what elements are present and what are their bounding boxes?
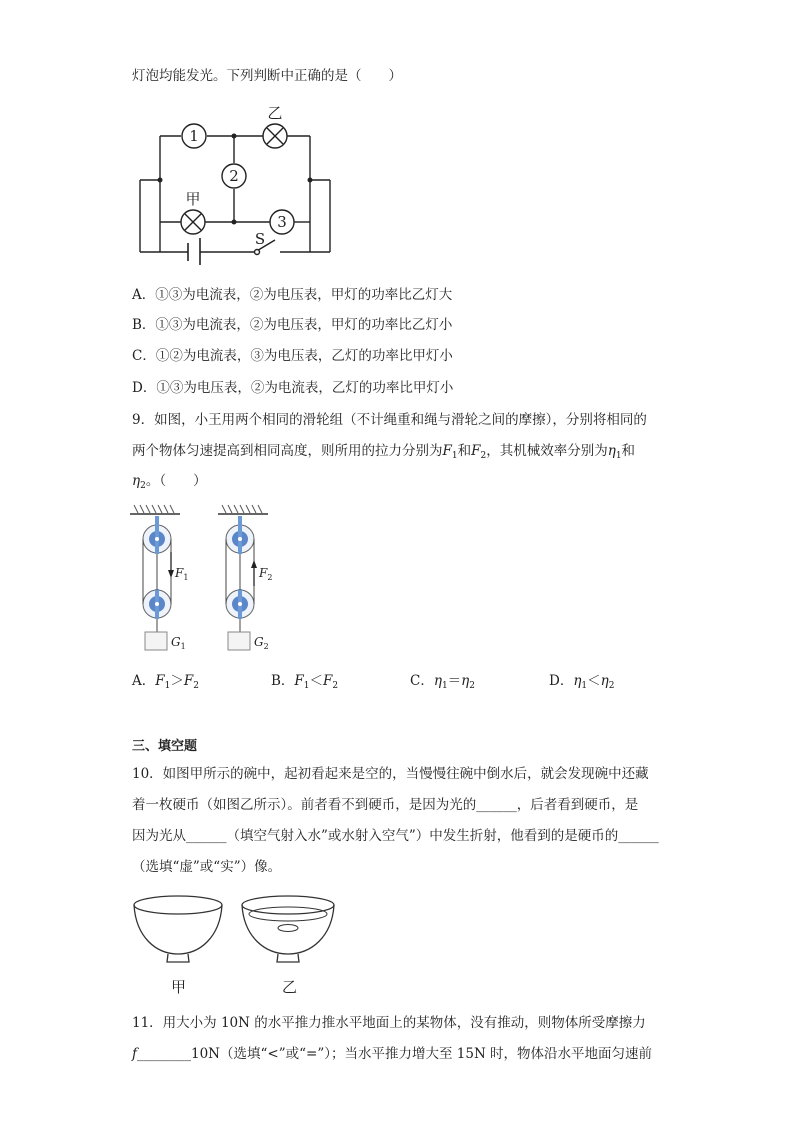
meter-3-label: 3 (277, 213, 287, 231)
lamp-jia-label: 甲 (185, 190, 201, 208)
pulley-system-1 (130, 505, 180, 650)
q10-line3: 因为光从______（填空气射入水”或水射入空气”）中发生折射，他看到的是硬币的______ (132, 828, 659, 844)
force-f1-label: $F_1$ (175, 566, 189, 582)
pulley-diagram (128, 504, 288, 656)
q9-line3: $\eta_2$。（ ） (132, 473, 207, 491)
section-title: 三、填空题 (132, 739, 198, 754)
bowl-jia (134, 896, 222, 962)
force-f2-label: $F_2$ (259, 566, 273, 582)
q10-line1: 10．如图甲所示的碗中，起初看起来是空的，当慢慢往碗中倒水后，就会发现碗中还藏 (132, 766, 649, 782)
q11-line1: 11．用大小为 10N 的水平推力推水平地面上的某物体，没有推动，则物体所受摩擦力 (132, 1015, 646, 1031)
q9-option-c: C．$\eta_1=\eta_2$ (410, 673, 475, 691)
q10-line4: （选填“虚”或“实”）像。 (132, 859, 282, 875)
bowl-diagram (130, 892, 340, 972)
q8-option-c: C．①②为电流表，③为电压表，乙灯的功率比甲灯小 (132, 348, 453, 364)
weight-g2-label: $G_2$ (254, 635, 269, 651)
bowl-yi (242, 896, 334, 962)
q10-line2: 着一枚硬币（如图乙所示）。前者看不到硬币，是因为光的______，后者看到硬币，是 (132, 797, 639, 813)
q8-text: 灯泡均能发光。下列判断中正确的是（ ） (132, 68, 402, 84)
meter-1-label: 1 (189, 127, 199, 145)
weight-g1-label: $G_1$ (171, 635, 186, 651)
q9-option-d: D．$\eta_1<\eta_2$ (549, 673, 615, 691)
q8-option-d: D．①③为电压表，②为电流表，乙灯的功率比甲灯小 (132, 380, 454, 396)
q9-option-a: A．$F_1>F_2$ (132, 673, 199, 691)
bowl-jia-label: 甲 (171, 978, 187, 996)
lamp-yi-label: 乙 (267, 104, 283, 122)
q9-line1: 9．如图，小王用两个相同的滑轮组（不计绳重和绳与滑轮之间的摩擦），分别将相同的 (132, 412, 647, 428)
q8-option-a: A．①③为电流表，②为电压表，甲灯的功率比乙灯大 (132, 287, 453, 303)
meter-2-label: 2 (229, 167, 239, 185)
q11-line2: f________10N（选填“<”或“=”）；当水平推力增大至 15N 时，物体沿水平地面匀速前 (132, 1046, 653, 1062)
q9-option-b: B．$F_1<F_2$ (271, 673, 339, 691)
q8-option-b: B．①③为电流表，②为电压表，甲灯的功率比乙灯小 (132, 317, 453, 333)
circuit-diagram (130, 100, 340, 265)
switch-label: S (254, 230, 266, 248)
bowl-yi-label: 乙 (282, 978, 298, 996)
q9-line2: 两个物体匀速提高到相同高度，则所用的拉力分别为$F_1$和$F_2$，其机械效率分别为$\eta_1$和 (132, 443, 636, 461)
